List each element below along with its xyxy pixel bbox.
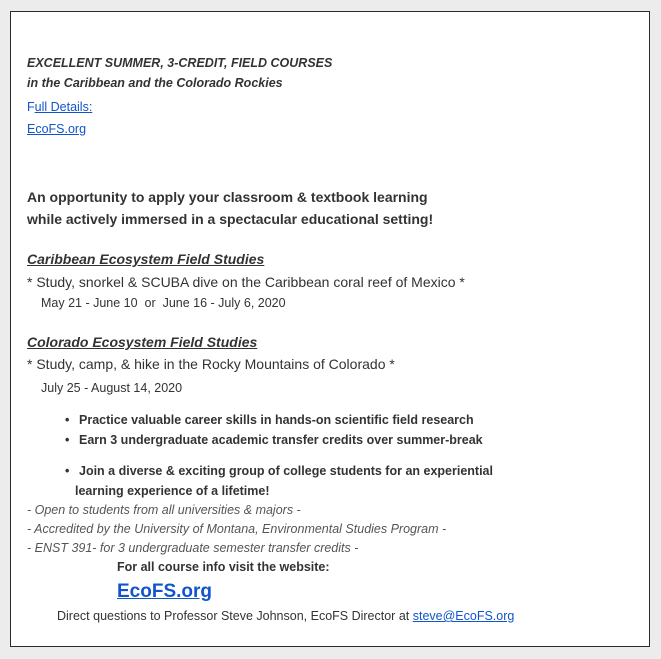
bullet-item [65, 433, 483, 447]
note-credits: - ENST 391- for 3 undergraduate semester transfer credits - [27, 541, 359, 555]
colorado-title: Colorado Ecosystem Field Studies [27, 334, 258, 350]
bullet-text: Join a diverse & exciting group of college students for an experiential [79, 464, 493, 478]
email-card [10, 11, 650, 647]
caribbean-title: Caribbean Ecosystem Field Studies [27, 251, 265, 267]
details-prefix: F [27, 100, 35, 114]
bullet-item [65, 413, 474, 427]
note-open: - Open to students from all universities & majors - [27, 503, 301, 517]
header-subtitle: in the Caribbean and the Colorado Rockies [27, 76, 283, 90]
bullet-dot: • [65, 433, 70, 447]
bullet-text: Practice valuable career skills in hands-on scientific field research [79, 413, 474, 427]
header-title: EXCELLENT SUMMER, 3-CREDIT, FIELD COURSES [27, 56, 333, 70]
bullet-text: Earn 3 undergraduate academic transfer credits over summer-break [79, 433, 483, 447]
details-link[interactable]: ull Details: [34, 100, 93, 114]
details-line [27, 100, 92, 114]
contact-line [57, 609, 514, 623]
cta-text: For all course info visit the website: [117, 560, 330, 574]
contact-email-link[interactable]: steve@EcoFS.org [412, 609, 515, 623]
caribbean-dates: May 21 - June 10 or June 16 - July 6, 2020 [41, 296, 286, 310]
caribbean-description: * Study, snorkel & SCUBA dive on the Caribbean coral reef of Mexico * [27, 274, 465, 290]
bullet-continuation: learning experience of a lifetime! [75, 484, 270, 498]
intro-line-2: while actively immersed in a spectacular educational setting! [27, 211, 434, 227]
intro-line-1: An opportunity to apply your classroom & textbook learning [27, 189, 428, 205]
ecofs-site-link[interactable]: EcoFS.org [27, 122, 87, 136]
bullet-dot: • [65, 413, 70, 427]
bullet-dot: • [65, 464, 70, 478]
contact-text: Direct questions to Professor Steve Johnson, EcoFS Director at [57, 609, 413, 623]
colorado-description: * Study, camp, & hike in the Rocky Mountains of Colorado * [27, 356, 395, 372]
note-accredited: - Accredited by the University of Montana, Environmental Studies Program - [27, 522, 447, 536]
colorado-dates: July 25 - August 14, 2020 [41, 381, 183, 395]
cta-website-link[interactable]: EcoFS.org [117, 581, 213, 602]
bullet-item [65, 464, 493, 478]
